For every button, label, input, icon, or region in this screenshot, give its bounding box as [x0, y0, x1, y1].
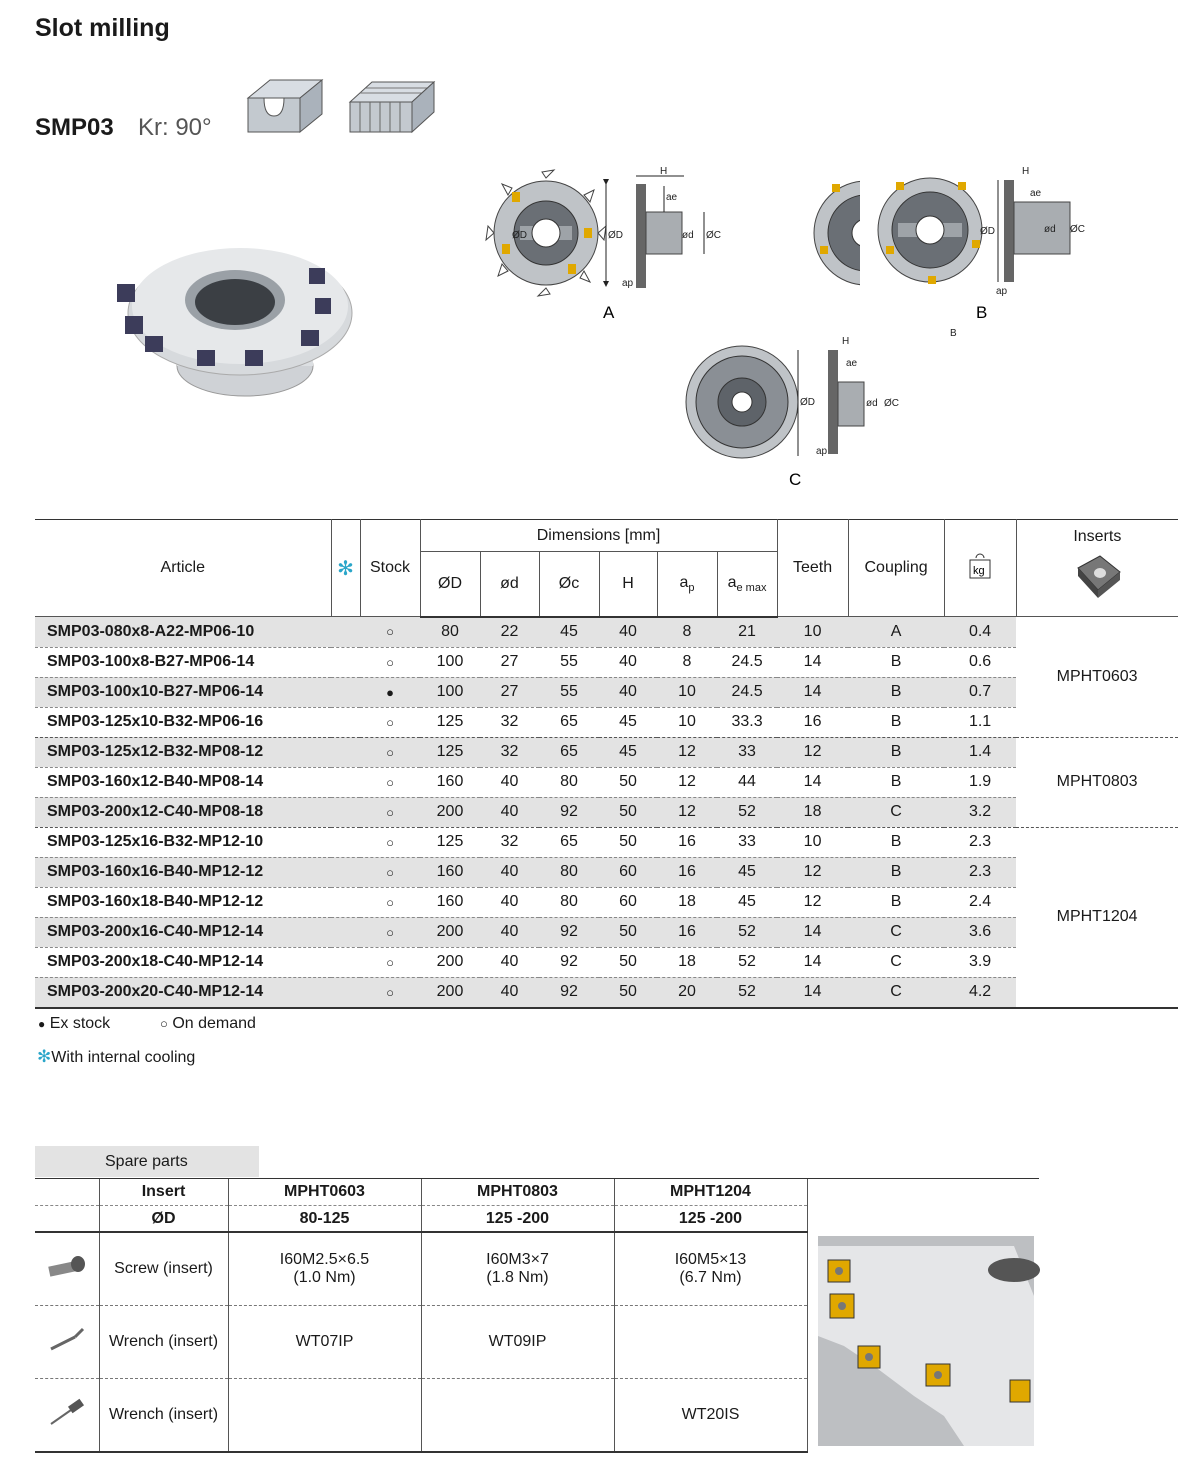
cell-article: SMP03-080x8-A22-MP06-10 — [35, 617, 331, 648]
cell-ae: 24.5 — [717, 647, 777, 677]
cell-kg: 1.1 — [944, 707, 1016, 737]
cell-d: 32 — [480, 827, 539, 857]
cell-stock: ○ — [360, 977, 420, 1008]
cooling-cell — [331, 977, 360, 1008]
cell-coupling: B — [848, 827, 944, 857]
sp-insert-1: MPHT0603 — [228, 1179, 421, 1206]
cooling-icon: ✻ — [337, 557, 354, 580]
svg-text:ØD: ØD — [800, 397, 815, 408]
cell-stock: ○ — [360, 857, 420, 887]
cell-kg: 0.7 — [944, 677, 1016, 707]
table-row — [35, 737, 1178, 767]
drawing-a — [486, 166, 721, 322]
cooling-cell — [331, 917, 360, 947]
sp-value — [614, 1306, 807, 1379]
cell-ae: 45 — [717, 857, 777, 887]
col-inserts: Inserts — [1016, 520, 1178, 617]
grooved-block-icon — [350, 82, 434, 132]
sp-value: WT07IP — [228, 1306, 421, 1379]
cell-coupling: C — [848, 797, 944, 827]
kr-angle: Kr: 90° — [138, 114, 212, 141]
cell-coupling: B — [848, 677, 944, 707]
cell-article: SMP03-200x12-C40-MP08-18 — [35, 797, 331, 827]
svg-text:ap: ap — [996, 286, 1008, 297]
cell-teeth: 10 — [777, 827, 848, 857]
svg-text:H: H — [1022, 166, 1030, 177]
cell-H: 50 — [599, 797, 657, 827]
cell-teeth: 12 — [777, 737, 848, 767]
cell-ae: 45 — [717, 887, 777, 917]
col-id: ød — [480, 552, 539, 617]
cell-ap: 16 — [657, 827, 717, 857]
sp-range-3: 125 -200 — [614, 1206, 807, 1233]
col-cooling — [331, 520, 360, 617]
cell-ae: 52 — [717, 977, 777, 1008]
svg-text:ØC: ØC — [1070, 224, 1085, 235]
cell-kg: 2.3 — [944, 827, 1016, 857]
svg-text:B: B — [950, 328, 957, 339]
cell-kg: 4.2 — [944, 977, 1016, 1008]
cell-H: 45 — [599, 707, 657, 737]
table-row — [35, 827, 1178, 857]
cell-teeth: 18 — [777, 797, 848, 827]
cell-coupling: C — [848, 947, 944, 977]
cell-H: 50 — [599, 947, 657, 977]
screw-icon — [45, 1252, 89, 1282]
cell-ae: 52 — [717, 947, 777, 977]
sp-range-1: 80-125 — [228, 1206, 421, 1233]
sp-row-label: Wrench (insert) — [99, 1306, 228, 1379]
cell-ap: 18 — [657, 947, 717, 977]
table-row — [35, 887, 1178, 917]
cell-ap: 10 — [657, 677, 717, 707]
cell-teeth: 14 — [777, 647, 848, 677]
cell-H: 50 — [599, 827, 657, 857]
slot-workpiece-icons — [240, 76, 440, 140]
insert-icon — [1070, 550, 1124, 602]
cell-teeth: 14 — [777, 677, 848, 707]
label-a: A — [603, 303, 615, 322]
cell-H: 45 — [599, 737, 657, 767]
cell-stock: ● — [360, 677, 420, 707]
sp-value — [228, 1379, 421, 1453]
table-row — [35, 677, 1178, 707]
cell-kg: 1.4 — [944, 737, 1016, 767]
cell-stock: ○ — [360, 647, 420, 677]
cell-article: SMP03-125x16-B32-MP12-10 — [35, 827, 331, 857]
cell-ap: 8 — [657, 617, 717, 648]
cell-ae: 33.3 — [717, 707, 777, 737]
weight-icon — [968, 552, 992, 580]
cooling-cell — [331, 947, 360, 977]
sp-insert-3: MPHT1204 — [614, 1179, 807, 1206]
insert-group: MPHT1204 — [1016, 827, 1178, 1008]
cell-ap: 12 — [657, 767, 717, 797]
sp-value: I60M5×13 (6.7 Nm) — [614, 1232, 807, 1306]
label-b: B — [976, 303, 988, 322]
cooling-cell — [331, 857, 360, 887]
col-ap: $a_p$ — [657, 552, 717, 617]
cell-c: 65 — [539, 827, 599, 857]
cell-kg: 3.9 — [944, 947, 1016, 977]
cell-teeth: 12 — [777, 887, 848, 917]
table-row — [35, 707, 1178, 737]
cell-c: 45 — [539, 617, 599, 648]
cell-H: 60 — [599, 857, 657, 887]
cell-d: 32 — [480, 737, 539, 767]
cell-teeth: 14 — [777, 917, 848, 947]
sp-value — [421, 1379, 614, 1453]
torx-wrench-icon — [45, 1398, 89, 1428]
sp-value: I60M2.5×6.5 (1.0 Nm) — [228, 1232, 421, 1306]
sp-insert-2: MPHT0803 — [421, 1179, 614, 1206]
cell-D: 125 — [420, 737, 480, 767]
svg-text:ØC: ØC — [706, 230, 721, 241]
cell-article: SMP03-200x20-C40-MP12-14 — [35, 977, 331, 1008]
cell-c: 55 — [539, 677, 599, 707]
svg-text:ae: ae — [1030, 188, 1042, 199]
cell-D: 100 — [420, 677, 480, 707]
cell-stock: ○ — [360, 887, 420, 917]
cell-stock: ○ — [360, 797, 420, 827]
cooling-cell — [331, 827, 360, 857]
cell-stock: ○ — [360, 617, 420, 648]
svg-text:ap: ap — [622, 278, 634, 289]
cell-article: SMP03-125x10-B32-MP06-16 — [35, 707, 331, 737]
cell-H: 50 — [599, 767, 657, 797]
sp-value: WT09IP — [421, 1306, 614, 1379]
wrench-icon — [45, 1325, 89, 1355]
cell-teeth: 14 — [777, 767, 848, 797]
svg-text:ØC: ØC — [884, 398, 899, 409]
cooling-cell — [331, 887, 360, 917]
cell-ap: 16 — [657, 917, 717, 947]
cooling-cell — [331, 617, 360, 648]
table-row — [35, 767, 1178, 797]
sp-value: I60M3×7 (1.8 Nm) — [421, 1232, 614, 1306]
cell-kg: 1.9 — [944, 767, 1016, 797]
cell-stock: ○ — [360, 737, 420, 767]
cooling-cell — [331, 737, 360, 767]
cell-article: SMP03-160x18-B40-MP12-12 — [35, 887, 331, 917]
cell-kg: 0.4 — [944, 617, 1016, 648]
cell-stock: ○ — [360, 917, 420, 947]
col-oc: Øc — [539, 552, 599, 617]
cell-c: 92 — [539, 917, 599, 947]
table-row — [35, 857, 1178, 887]
cell-teeth: 16 — [777, 707, 848, 737]
cooling-cell — [331, 647, 360, 677]
table-row — [35, 647, 1178, 677]
cell-d: 27 — [480, 647, 539, 677]
cell-article: SMP03-200x16-C40-MP12-14 — [35, 917, 331, 947]
insert-group: MPHT0803 — [1016, 737, 1178, 827]
svg-text:ae: ae — [846, 358, 858, 369]
cell-coupling: B — [848, 647, 944, 677]
table-row — [35, 977, 1178, 1008]
svg-text:ap: ap — [816, 446, 828, 457]
cell-article: SMP03-100x10-B27-MP06-14 — [35, 677, 331, 707]
cell-D: 200 — [420, 977, 480, 1008]
cooling-cell — [331, 767, 360, 797]
cell-D: 160 — [420, 887, 480, 917]
cell-kg: 2.4 — [944, 887, 1016, 917]
cell-D: 125 — [420, 827, 480, 857]
col-coupling: Coupling — [848, 520, 944, 617]
cell-D: 200 — [420, 947, 480, 977]
cell-coupling: B — [848, 887, 944, 917]
cell-d: 40 — [480, 947, 539, 977]
cell-d: 40 — [480, 977, 539, 1008]
cell-d: 32 — [480, 707, 539, 737]
cell-article: SMP03-100x8-B27-MP06-14 — [35, 647, 331, 677]
spare-parts-tab: Spare parts — [35, 1146, 259, 1177]
svg-text:H: H — [842, 336, 850, 347]
sp-row-label: Screw (insert) — [99, 1232, 228, 1306]
cell-coupling: A — [848, 617, 944, 648]
cell-c: 80 — [539, 887, 599, 917]
legend-ex-stock: ● Ex stock — [38, 1015, 111, 1032]
od-label: ØD — [99, 1206, 228, 1233]
svg-text:ØD: ØD — [608, 230, 623, 241]
cell-c: 80 — [539, 857, 599, 887]
page-title: Slot milling — [35, 14, 170, 42]
cutter-product-image — [105, 238, 345, 403]
cell-D: 200 — [420, 917, 480, 947]
cell-kg: 3.6 — [944, 917, 1016, 947]
table-row — [35, 617, 1178, 648]
cell-stock: ○ — [360, 707, 420, 737]
sp-range-2: 125 -200 — [421, 1206, 614, 1233]
cooling-cell — [331, 797, 360, 827]
cell-coupling: B — [848, 857, 944, 887]
svg-text:H: H — [660, 166, 668, 177]
svg-text:ae: ae — [666, 192, 678, 203]
cell-kg: 2.3 — [944, 857, 1016, 887]
spare-parts-table — [35, 1178, 1039, 1453]
cell-c: 65 — [539, 737, 599, 767]
cooling-cell — [331, 677, 360, 707]
cell-c: 65 — [539, 707, 599, 737]
cell-H: 40 — [599, 617, 657, 648]
cell-ae: 33 — [717, 827, 777, 857]
cell-ap: 12 — [657, 797, 717, 827]
cell-stock: ○ — [360, 827, 420, 857]
cell-c: 92 — [539, 947, 599, 977]
svg-text:ød: ød — [1044, 224, 1056, 235]
cell-d: 40 — [480, 767, 539, 797]
cell-teeth: 12 — [777, 857, 848, 887]
cell-article: SMP03-160x12-B40-MP08-14 — [35, 767, 331, 797]
table-row — [35, 797, 1178, 827]
cell-H: 40 — [599, 677, 657, 707]
cell-coupling: B — [848, 707, 944, 737]
col-h: H — [599, 552, 657, 617]
cell-c: 80 — [539, 767, 599, 797]
cell-d: 22 — [480, 617, 539, 648]
cell-H: 50 — [599, 917, 657, 947]
cell-kg: 3.2 — [944, 797, 1016, 827]
cell-coupling: C — [848, 917, 944, 947]
cell-coupling: B — [848, 767, 944, 797]
cell-coupling: C — [848, 977, 944, 1008]
cell-stock: ○ — [360, 947, 420, 977]
cell-article: SMP03-200x18-C40-MP12-14 — [35, 947, 331, 977]
cell-ae: 21 — [717, 617, 777, 648]
cooling-cell — [331, 707, 360, 737]
cell-ap: 20 — [657, 977, 717, 1008]
cell-ae: 24.5 — [717, 677, 777, 707]
cell-ap: 16 — [657, 857, 717, 887]
cell-ap: 10 — [657, 707, 717, 737]
legend-on-demand: ○ On demand — [160, 1015, 256, 1032]
cell-D: 80 — [420, 617, 480, 648]
cell-article: SMP03-160x16-B40-MP12-12 — [35, 857, 331, 887]
cell-stock: ○ — [360, 767, 420, 797]
cutter-closeup-image — [814, 1236, 1042, 1446]
cell-ae: 44 — [717, 767, 777, 797]
cell-H: 40 — [599, 647, 657, 677]
cell-D: 160 — [420, 767, 480, 797]
drawing-b-clean — [872, 160, 1102, 325]
cell-ae: 52 — [717, 797, 777, 827]
insert-group: MPHT0603 — [1016, 617, 1178, 738]
col-ae: $a_{e max}$ — [717, 552, 777, 617]
insert-label: Insert — [99, 1179, 228, 1206]
cell-teeth: 10 — [777, 617, 848, 648]
cell-d: 40 — [480, 917, 539, 947]
table-row — [35, 947, 1178, 977]
col-weight — [944, 520, 1016, 617]
cell-d: 27 — [480, 677, 539, 707]
svg-text:ød: ød — [682, 230, 694, 241]
cell-ap: 18 — [657, 887, 717, 917]
cell-ae: 52 — [717, 917, 777, 947]
cell-D: 125 — [420, 707, 480, 737]
cell-H: 60 — [599, 887, 657, 917]
cell-ae: 33 — [717, 737, 777, 767]
col-od: ØD — [420, 552, 480, 617]
cell-kg: 0.6 — [944, 647, 1016, 677]
col-stock: Stock — [360, 520, 420, 617]
table-row — [35, 917, 1178, 947]
article-table — [35, 519, 1178, 1009]
cell-article: SMP03-125x12-B32-MP08-12 — [35, 737, 331, 767]
cell-teeth: 14 — [777, 977, 848, 1008]
svg-text:kg: kg — [973, 564, 985, 577]
cell-D: 160 — [420, 857, 480, 887]
cell-ap: 12 — [657, 737, 717, 767]
legend-cooling: ✻With internal cooling — [37, 1047, 196, 1066]
drawing-c — [686, 336, 899, 489]
slot-block-icon — [248, 80, 322, 132]
label-c: C — [789, 470, 802, 489]
sp-row-label: Wrench (insert) — [99, 1379, 228, 1453]
svg-text:ØD: ØD — [980, 226, 995, 237]
cell-d: 40 — [480, 887, 539, 917]
cell-H: 50 — [599, 977, 657, 1008]
svg-text:ød: ød — [866, 398, 878, 409]
product-code: SMP03 — [35, 114, 114, 141]
cell-D: 200 — [420, 797, 480, 827]
col-teeth: Teeth — [777, 520, 848, 617]
col-dimensions: Dimensions [mm] — [420, 520, 777, 552]
cell-teeth: 14 — [777, 947, 848, 977]
cell-ap: 8 — [657, 647, 717, 677]
cell-D: 100 — [420, 647, 480, 677]
cell-coupling: B — [848, 737, 944, 767]
cell-d: 40 — [480, 797, 539, 827]
col-article: Article — [35, 520, 331, 617]
cell-c: 92 — [539, 977, 599, 1008]
svg-text:ØD: ØD — [512, 230, 527, 241]
cell-c: 92 — [539, 797, 599, 827]
sp-value: WT20IS — [614, 1379, 807, 1453]
cell-d: 40 — [480, 857, 539, 887]
cell-c: 55 — [539, 647, 599, 677]
